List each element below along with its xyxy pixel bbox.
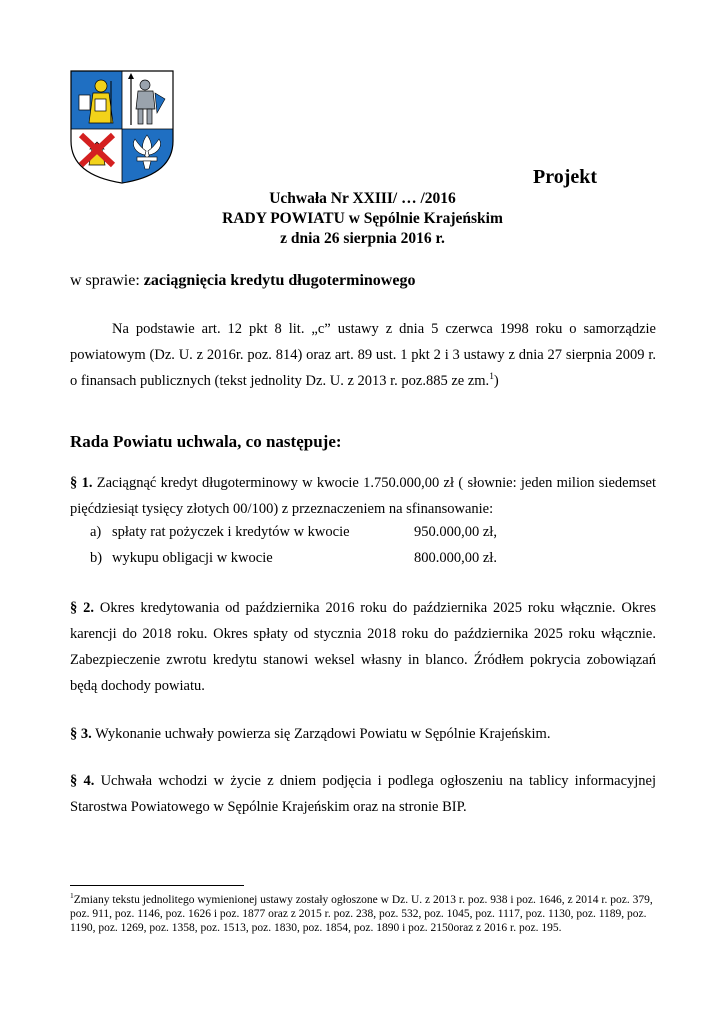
footnote-ref: 1 <box>489 372 494 383</box>
council-name: RADY POWIATU w Sępólnie Krajeńskim <box>222 210 503 227</box>
list-item-label: b) <box>90 550 103 566</box>
list-item-text: spłaty rat pożyczek i kredytów w kwocie <box>112 524 350 540</box>
legal-basis-paragraph <box>70 316 656 394</box>
section-1 <box>70 470 656 522</box>
resolution-number: Uchwała Nr XXIII/ … /2016 <box>269 190 456 207</box>
section-4 <box>70 768 656 820</box>
section-2-text: Okres kredytowania od października 2016 roku do października 2025 roku włącznie. Okres karencji do 2018 roku. Okres spłaty od stycznia 2018 roku do października 2025 roku włącznie. Zabezpieczenie zwrotu kredytu stanowi weksel własny in blanco. Źródłem pokrycia zobowiązań będą dochody powiatu. <box>70 600 657 694</box>
section-4-text: Uchwała wchodzi w życie z dniem podjęcia i podlega ogłoszeniu na tablicy informacyjnej Starostwa Powiatowego w Sępólnie Krajeńskim oraz na stronie BIP. <box>70 773 656 815</box>
draft-label: Projekt <box>533 166 598 188</box>
list-item-label: a) <box>90 524 102 540</box>
resolution-date: z dnia 26 sierpnia 2016 r. <box>280 230 445 247</box>
list-item-text: wykupu obligacji w kwocie <box>112 550 273 566</box>
legal-basis-text: Na podstawie art. 12 pkt 8 lit. „c” ustawy z dnia 5 czerwca 1998 roku o samorządzie powiatowym (Dz. U. z 2016r. poz. 814) oraz art. 89 ust. 1 pkt 2 i 3 ustawy z dnia 27 sierpnia 2009 r. o finansach publicznych (tekst jednolity Dz. U. z 2013 r. poz.885 ze zm. <box>70 321 656 389</box>
list-item-amount: 800.000,00 zł. <box>414 550 497 566</box>
section-2 <box>70 595 656 699</box>
coat-of-arms-icon <box>69 69 175 185</box>
section-1-text: Zaciągnąć kredyt długoterminowy w kwocie 1.750.000,00 zł ( słownie: jeden milion siedemset pięćdziesiąt tysięcy złotych 00/100) z przeznaczeniem na sfinansowanie: <box>70 475 656 517</box>
section-3-number: § 3. <box>70 726 92 742</box>
section-2-number: § 2. <box>70 600 94 616</box>
section-3-text: Wykonanie uchwały powierza się Zarządowi Powiatu w Sępólnie Krajeńskim. <box>91 726 551 742</box>
subject-text: zaciągnięcia kredytu długoterminowego <box>143 272 416 289</box>
footnote-text: Zmiany tekstu jednolitego wymienionej ustawy zostały ogłoszone w Dz. U. z 2013 r. poz. 938 i poz. 1646, z 2014 r. poz. 379, poz. 911, poz. 1146, poz. 1626 i poz. 1877 oraz z 2015 r. poz. 238, poz. 532, poz. 1045, poz. 1117, poz. 1130, poz. 1189, poz. 1190, poz. 1269, poz. 1358, poz. 1513, poz. 1830, poz. 1854, poz. 1890 i poz. 2150oraz z 2016 r. poz. 195. <box>70 894 653 934</box>
list-item-amount: 950.000,00 zł, <box>414 524 497 540</box>
section-3 <box>70 721 656 747</box>
legal-basis-close: ) <box>493 373 499 389</box>
section-1-number: § 1. <box>70 475 93 491</box>
subject-line <box>70 272 415 290</box>
section-4-number: § 4. <box>70 773 95 789</box>
subject-prefix: w sprawie: <box>70 272 144 289</box>
resolves-heading: Rada Powiatu uchwala, co następuje: <box>70 432 342 451</box>
footnote-marker: 1 <box>70 891 74 901</box>
footnote-divider <box>70 885 244 886</box>
footnote <box>70 893 656 935</box>
